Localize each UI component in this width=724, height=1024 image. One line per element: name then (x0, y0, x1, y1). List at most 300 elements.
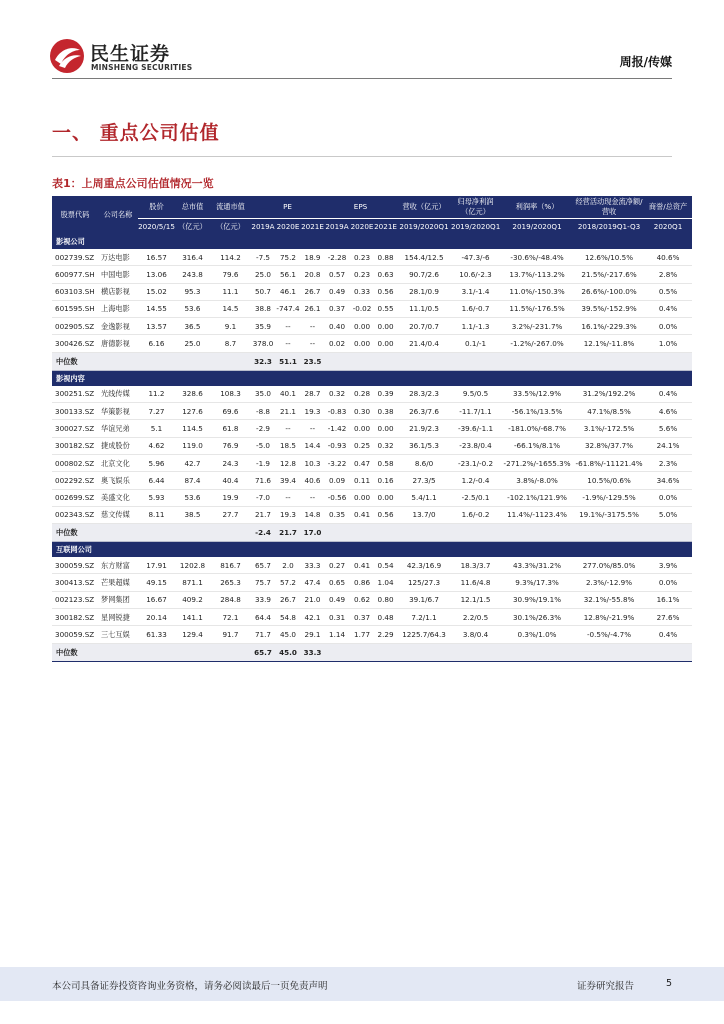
table-cell: 129.4 (175, 626, 210, 643)
table-cell: 0.23 (350, 266, 374, 283)
stock-code: 300182.SZ (52, 609, 98, 626)
company-logo (49, 38, 193, 74)
table-cell: 0.32 (374, 437, 397, 454)
median-pe-value: 33.3 (301, 643, 324, 661)
company-name: 横店影视 (98, 283, 138, 300)
table-cell: 25.0 (251, 266, 275, 283)
table-cell: 0.56 (374, 506, 397, 523)
table-cell: 26.1 (301, 300, 324, 317)
table-cell: 45.0 (275, 626, 301, 643)
table-cell: 38.8 (251, 300, 275, 317)
col-subheader: 2020Q1 (644, 219, 692, 235)
table-cell: -0.93 (324, 437, 350, 454)
table-cell: 33.3 (301, 557, 324, 574)
table-cell: 0.41 (350, 506, 374, 523)
table-cell-empty (397, 524, 451, 542)
table-cell: 27.6% (644, 609, 692, 626)
table-cell: 26.7 (275, 591, 301, 608)
table-cell: 3.8/0.4 (451, 626, 500, 643)
table-cell: 0.40 (324, 318, 350, 335)
table-cell: -- (301, 420, 324, 437)
table-cell: 9.3%/17.3% (500, 574, 574, 591)
stock-code: 002292.SZ (52, 472, 98, 489)
table-cell: -8.8 (251, 403, 275, 420)
table-cell-empty (574, 352, 644, 370)
table-cell: -23.1/-0.2 (451, 454, 500, 471)
median-pe-value: 65.7 (251, 643, 275, 661)
table-cell: -3.22 (324, 454, 350, 471)
col-header: 股价 (138, 196, 175, 219)
table-cell: 6.44 (138, 472, 175, 489)
minsheng-logo-icon (49, 38, 85, 74)
table-cell: 11.1 (210, 283, 251, 300)
table-body (52, 234, 692, 661)
col-subheader: 2019A (251, 219, 275, 235)
table-cell: 0.37 (350, 609, 374, 626)
table-cell-empty (500, 524, 574, 542)
table-cell: 0.25 (350, 437, 374, 454)
stock-code: 300059.SZ (52, 626, 98, 643)
table-row (52, 386, 692, 403)
table-cell: 40.1 (275, 386, 301, 403)
table-cell: 42.1 (301, 609, 324, 626)
table-cell: 43.3%/31.2% (500, 557, 574, 574)
table-cell: 56.1 (275, 266, 301, 283)
table-cell: 13.7%/-113.2% (500, 266, 574, 283)
table-cell: 0.11 (350, 472, 374, 489)
table-cell: 11.5%/-176.5% (500, 300, 574, 317)
table-cell: 27.3/5 (397, 472, 451, 489)
table-cell: -181.0%/-68.7% (500, 420, 574, 437)
table-cell: 50.7 (251, 283, 275, 300)
table-cell: 0.38 (374, 403, 397, 420)
median-label: 中位数 (52, 524, 98, 542)
valuation-table (52, 196, 692, 662)
table-cell: 4.62 (138, 437, 175, 454)
table-cell: 0.00 (374, 489, 397, 506)
median-row (52, 524, 692, 542)
table-cell: 1.1/-1.3 (451, 318, 500, 335)
table-cell: 277.0%/85.0% (574, 557, 644, 574)
company-name: 三七互娱 (98, 626, 138, 643)
table-group-row (52, 370, 692, 386)
table-cell: 0.47 (350, 454, 374, 471)
table-cell: 10.6/-2.3 (451, 266, 500, 283)
table-cell-empty (175, 643, 210, 661)
col-subheader: 2019/2020Q1 (500, 219, 574, 235)
table-cell: 11.0%/-150.3% (500, 283, 574, 300)
table-row (52, 249, 692, 266)
table-cell: 8.11 (138, 506, 175, 523)
table-cell: 20.8 (301, 266, 324, 283)
col-header: 营收（亿元） (397, 196, 451, 219)
company-name: 中国电影 (98, 266, 138, 283)
table-cell: 0.49 (324, 283, 350, 300)
table-cell: 18.9 (301, 249, 324, 266)
table-cell: 40.6 (301, 472, 324, 489)
table-cell: 108.3 (210, 386, 251, 403)
col-header: EPS (324, 196, 397, 219)
table-row (52, 420, 692, 437)
table-row (52, 472, 692, 489)
table-cell: 1.04 (374, 574, 397, 591)
table-cell: 91.7 (210, 626, 251, 643)
median-row (52, 352, 692, 370)
table-cell: 114.5 (175, 420, 210, 437)
table-cell: 36.1/5.3 (397, 437, 451, 454)
col-header: 股票代码 (52, 196, 98, 234)
table-cell: 49.15 (138, 574, 175, 591)
table-cell: 17.91 (138, 557, 175, 574)
table-caption: 表1：上周重点公司估值情况一览 (52, 177, 214, 190)
table-cell: 26.6%/-100.0% (574, 283, 644, 300)
section-divider (52, 156, 672, 157)
table-cell: 13.06 (138, 266, 175, 283)
table-cell: 1.14 (324, 626, 350, 643)
table-cell: 26.7 (301, 283, 324, 300)
table-cell: 14.5 (210, 300, 251, 317)
table-cell-empty (500, 643, 574, 661)
table-cell: 0.49 (324, 591, 350, 608)
table-cell: 57.2 (275, 574, 301, 591)
table-cell-empty (574, 643, 644, 661)
table-cell: 21.9/2.3 (397, 420, 451, 437)
table-cell: 2.29 (374, 626, 397, 643)
table-cell: 7.2/1.1 (397, 609, 451, 626)
table-cell: 154.4/12.5 (397, 249, 451, 266)
table-cell: 11.6/4.8 (451, 574, 500, 591)
table-cell: 125/27.3 (397, 574, 451, 591)
table-cell: 46.1 (275, 283, 301, 300)
table-cell: 12.1%/-11.8% (574, 335, 644, 352)
table-cell: -1.9 (251, 454, 275, 471)
col-subheader: 2019A (324, 219, 350, 235)
table-cell: 0.00 (350, 335, 374, 352)
table-cell: 61.8 (210, 420, 251, 437)
stock-code: 603103.SH (52, 283, 98, 300)
table-cell: 11.1/0.5 (397, 300, 451, 317)
table-cell: -- (301, 318, 324, 335)
table-cell: 0.58 (374, 454, 397, 471)
table-cell: -102.1%/121.9% (500, 489, 574, 506)
table-cell-empty (350, 352, 374, 370)
col-header: PE (251, 196, 324, 219)
table-cell: 32.1%/-55.8% (574, 591, 644, 608)
company-name: 华策影视 (98, 403, 138, 420)
table-cell: 11.4%/-1123.4% (500, 506, 574, 523)
table-cell: 2.3%/-12.9% (574, 574, 644, 591)
table-cell: 12.1/1.5 (451, 591, 500, 608)
table-cell: -0.83 (324, 403, 350, 420)
table-cell: 33.5%/12.9% (500, 386, 574, 403)
company-name: 万达电影 (98, 249, 138, 266)
table-cell: 30.9%/19.1% (500, 591, 574, 608)
table-cell: 13.7/0 (397, 506, 451, 523)
table-cell: 0.86 (350, 574, 374, 591)
company-name: 东方财富 (98, 557, 138, 574)
table-cell: 75.7 (251, 574, 275, 591)
stock-code: 002123.SZ (52, 591, 98, 608)
table-cell: -7.0 (251, 489, 275, 506)
stock-code: 300133.SZ (52, 403, 98, 420)
group-label: 影视公司 (52, 234, 692, 249)
table-cell: 378.0 (251, 335, 275, 352)
stock-code: 002905.SZ (52, 318, 98, 335)
table-row (52, 300, 692, 317)
table-cell-empty (451, 352, 500, 370)
table-cell: -0.5%/-4.7% (574, 626, 644, 643)
stock-code: 002739.SZ (52, 249, 98, 266)
table-cell-empty (644, 643, 692, 661)
median-label: 中位数 (52, 643, 98, 661)
table-cell: 16.57 (138, 249, 175, 266)
logo-chinese-name: 民生证券 (90, 43, 171, 65)
page-number: 5 (665, 978, 672, 989)
table-cell-empty (500, 352, 574, 370)
stock-code: 300251.SZ (52, 386, 98, 403)
table-cell: 42.7 (175, 454, 210, 471)
group-label: 互联网公司 (52, 542, 692, 558)
table-cell: -- (301, 335, 324, 352)
table-cell: 3.1/-1.4 (451, 283, 500, 300)
table-cell: -61.8%/-11121.4% (574, 454, 644, 471)
table-cell: 0.57 (324, 266, 350, 283)
table-cell-empty (98, 643, 138, 661)
company-name: 华谊兄弟 (98, 420, 138, 437)
table-cell: 64.4 (251, 609, 275, 626)
table-cell: 0.37 (324, 300, 350, 317)
table-cell: 90.7/2.6 (397, 266, 451, 283)
table-cell: 0.1/-1 (451, 335, 500, 352)
table-cell-empty (644, 524, 692, 542)
table-cell: 141.1 (175, 609, 210, 626)
table-cell: -- (275, 335, 301, 352)
table-cell: 0.00 (374, 335, 397, 352)
table-cell: -56.1%/13.5% (500, 403, 574, 420)
footer-report-type: 证券研究报告 (576, 981, 634, 992)
table-cell: 0.54 (374, 557, 397, 574)
table-cell: 0.80 (374, 591, 397, 608)
table-cell: 0.31 (324, 609, 350, 626)
stock-code: 300059.SZ (52, 557, 98, 574)
table-cell: 40.4 (210, 472, 251, 489)
table-cell: 1.2/-0.4 (451, 472, 500, 489)
table-cell: 9.1 (210, 318, 251, 335)
table-cell: 816.7 (210, 557, 251, 574)
table-cell: 39.4 (275, 472, 301, 489)
table-cell: 2.0 (275, 557, 301, 574)
table-group-row (52, 542, 692, 558)
col-header: 商誉/总资产 (644, 196, 692, 219)
company-name: 北京文化 (98, 454, 138, 471)
company-name: 上海电影 (98, 300, 138, 317)
table-cell: -1.9%/-129.5% (574, 489, 644, 506)
footer-disclaimer: 本公司具备证券投资咨询业务资格，请务必阅读最后一页免责声明 (52, 981, 328, 992)
table-cell: 316.4 (175, 249, 210, 266)
table-cell: 33.9 (251, 591, 275, 608)
table-row (52, 318, 692, 335)
table-cell: -7.5 (251, 249, 275, 266)
table-cell: -30.6%/-48.4% (500, 249, 574, 266)
table-cell: 19.1%/-3175.5% (574, 506, 644, 523)
table-cell: 10.5%/0.6% (574, 472, 644, 489)
table-cell: 0.00 (374, 318, 397, 335)
col-subheader: 2021E (301, 219, 324, 235)
col-subheader: 2020E (275, 219, 301, 235)
table-cell: 72.1 (210, 609, 251, 626)
table-cell: -5.0 (251, 437, 275, 454)
table-row (52, 266, 692, 283)
table-cell: 61.33 (138, 626, 175, 643)
table-cell: 6.16 (138, 335, 175, 352)
median-pe-value: 23.5 (301, 352, 324, 370)
table-cell-empty (138, 643, 175, 661)
table-cell: 28.1/0.9 (397, 283, 451, 300)
table-cell: 34.6% (644, 472, 692, 489)
table-group-row (52, 234, 692, 249)
table-cell: 18.5 (275, 437, 301, 454)
table-row (52, 574, 692, 591)
table-cell: -2.9 (251, 420, 275, 437)
table-cell-empty (397, 352, 451, 370)
median-pe-value: 51.1 (275, 352, 301, 370)
col-subheader: 2019/2020Q1 (451, 219, 500, 235)
col-subheader: 2020E (350, 219, 374, 235)
table-cell: -2.28 (324, 249, 350, 266)
table-cell: 71.7 (251, 626, 275, 643)
table-cell: 0.30 (350, 403, 374, 420)
col-subheader: 2019/2020Q1 (397, 219, 451, 235)
table-cell-empty (138, 524, 175, 542)
table-row (52, 557, 692, 574)
company-name: 奥飞娱乐 (98, 472, 138, 489)
table-cell: 0.23 (350, 249, 374, 266)
table-cell: 127.6 (175, 403, 210, 420)
table-cell: 9.5/0.5 (451, 386, 500, 403)
table-cell-empty (210, 643, 251, 661)
stock-code: 000802.SZ (52, 454, 98, 471)
table-cell: 871.1 (175, 574, 210, 591)
table-row (52, 283, 692, 300)
median-pe-value: 45.0 (275, 643, 301, 661)
document-type: 周报/传媒 (619, 55, 672, 69)
median-row (52, 643, 692, 661)
table-cell: 35.0 (251, 386, 275, 403)
table-cell: 21.1 (275, 403, 301, 420)
table-cell: -39.6/-1.1 (451, 420, 500, 437)
table-cell: 95.3 (175, 283, 210, 300)
company-name: 芒果超媒 (98, 574, 138, 591)
table-cell: 0.00 (350, 420, 374, 437)
table-row (52, 591, 692, 608)
table-cell: 0.39 (374, 386, 397, 403)
median-pe-value: 17.0 (301, 524, 324, 542)
table-cell: 16.1%/-229.3% (574, 318, 644, 335)
table-cell: 12.8 (275, 454, 301, 471)
table-cell: 0.27 (324, 557, 350, 574)
table-cell: 265.3 (210, 574, 251, 591)
table-cell: -- (301, 489, 324, 506)
table-cell: 5.96 (138, 454, 175, 471)
table-cell: 0.88 (374, 249, 397, 266)
table-cell: 3.2%/-231.7% (500, 318, 574, 335)
table-cell: 243.8 (175, 266, 210, 283)
table-cell: 39.1/6.7 (397, 591, 451, 608)
table-cell: 38.5 (175, 506, 210, 523)
table-cell: 24.1% (644, 437, 692, 454)
table-cell: 87.4 (175, 472, 210, 489)
table-cell-empty (451, 524, 500, 542)
table-cell: 20.7/0.7 (397, 318, 451, 335)
table-row (52, 489, 692, 506)
table-cell: 0.3%/1.0% (500, 626, 574, 643)
table-row (52, 626, 692, 643)
company-name: 光线传媒 (98, 386, 138, 403)
table-cell: 14.55 (138, 300, 175, 317)
col-header: 归母净利润（亿元） (451, 196, 500, 219)
table-cell: 0.00 (350, 318, 374, 335)
table-cell: 5.4/1.1 (397, 489, 451, 506)
table-cell: -0.02 (350, 300, 374, 317)
table-cell: 0.4% (644, 386, 692, 403)
table-cell: 32.8%/37.7% (574, 437, 644, 454)
table-cell-empty (324, 524, 350, 542)
table-cell: 11.2 (138, 386, 175, 403)
table-cell: 53.6 (175, 489, 210, 506)
table-cell: -2.5/0.1 (451, 489, 500, 506)
table-cell: 0.0% (644, 574, 692, 591)
table-cell: 27.7 (210, 506, 251, 523)
col-subheader: （亿元） (210, 219, 251, 235)
stock-code: 300027.SZ (52, 420, 98, 437)
table-cell: 14.4 (301, 437, 324, 454)
table-cell: -66.1%/8.1% (500, 437, 574, 454)
table-cell: 47.1%/8.5% (574, 403, 644, 420)
company-name: 慈文传媒 (98, 506, 138, 523)
table-cell: 4.6% (644, 403, 692, 420)
table-cell: -- (275, 318, 301, 335)
table-cell: 409.2 (175, 591, 210, 608)
table-cell: 69.6 (210, 403, 251, 420)
table-cell: 12.6%/10.5% (574, 249, 644, 266)
col-header: 总市值 (175, 196, 210, 219)
table-row (52, 437, 692, 454)
section-title: 一、 重点公司估值 (52, 122, 220, 144)
table-cell: 53.6 (175, 300, 210, 317)
table-cell: 24.3 (210, 454, 251, 471)
table-cell: 0.4% (644, 300, 692, 317)
table-row (52, 506, 692, 523)
table-cell: 5.93 (138, 489, 175, 506)
table-cell: 15.02 (138, 283, 175, 300)
table-cell: -11.7/1.1 (451, 403, 500, 420)
table-cell: 328.6 (175, 386, 210, 403)
stock-code: 300413.SZ (52, 574, 98, 591)
table-cell: 28.7 (301, 386, 324, 403)
table-cell: 0.56 (374, 283, 397, 300)
table-cell: 18.3/3.7 (451, 557, 500, 574)
table-cell: 47.4 (301, 574, 324, 591)
table-cell: 1225.7/64.3 (397, 626, 451, 643)
table-cell: 284.8 (210, 591, 251, 608)
table-cell-empty (210, 352, 251, 370)
table-cell: 19.3 (301, 403, 324, 420)
table-cell: 21.5%/-217.6% (574, 266, 644, 283)
group-label: 影视内容 (52, 370, 692, 386)
table-cell: 0.41 (350, 557, 374, 574)
table-cell-empty (350, 643, 374, 661)
table-cell: 10.3 (301, 454, 324, 471)
